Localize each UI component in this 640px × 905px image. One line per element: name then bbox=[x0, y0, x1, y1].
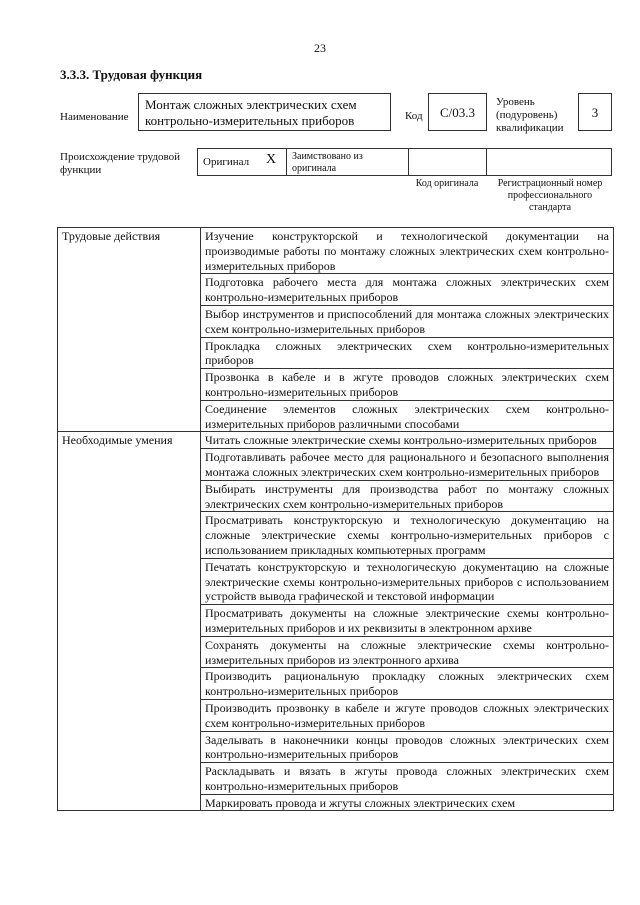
origin-divider-2 bbox=[408, 148, 409, 176]
table-row bbox=[58, 432, 614, 449]
name-value: Монтаж сложных электрических схем контрольно-измерительных приборов bbox=[145, 97, 357, 128]
section-item: Прозвонка в кабеле и в жгуте проводов сложных электрических схем контрольно-измерительных приборов bbox=[201, 369, 614, 401]
origin-box bbox=[197, 148, 612, 176]
section-item: Подготовка рабочего места для монтажа сложных электрических схем контрольно-измерительных приборов bbox=[201, 274, 614, 306]
name-box bbox=[138, 93, 391, 131]
origin-divider-3 bbox=[486, 148, 487, 176]
section-item: Выбирать инструменты для производства работ по монтажу сложных электрических схем контрольно-измерительных приборов bbox=[201, 480, 614, 512]
page-bottom-margin bbox=[0, 872, 640, 905]
section-item: Печатать конструкторскую и технологическую документацию на сложные электрические схемы контрольно-измерительных приборов с использованием устройств вывода графической и текстовой информации bbox=[201, 558, 614, 604]
section-item: Раскладывать и вязать в жгуты провода сложных электрических схем контрольно-измерительных приборов bbox=[201, 763, 614, 795]
origin-divider-1 bbox=[286, 148, 287, 176]
section-item: Маркировать провода и жгуты сложных электрических схем bbox=[201, 794, 614, 811]
code-original-label: Код оригинала bbox=[415, 178, 479, 189]
section-item: Просматривать документы на сложные электрические схемы контрольно-измерительных приборов и их реквизиты в электронном архиве bbox=[201, 605, 614, 637]
section-item: Выбор инструментов и приспособлений для монтажа сложных электрических схем контрольно-измерительных приборов bbox=[201, 305, 614, 337]
code-value: C/03.3 bbox=[439, 105, 476, 120]
code-box bbox=[428, 93, 487, 131]
code-label: Код bbox=[405, 110, 423, 122]
level-label: Уровень (подуровень) квалификации bbox=[496, 96, 564, 134]
section-item: Производить прозвонку в кабеле и жгуте проводов сложных электрических схем контрольно-измерительных приборов bbox=[201, 699, 614, 731]
origin-label: Происхождение трудовой функции bbox=[60, 151, 181, 176]
section-item: Заделывать в наконечники концы проводов сложных электрических схем контрольно-измерительных приборов bbox=[201, 731, 614, 763]
section-item: Производить рациональную прокладку сложных электрических схем контрольно-измерительных приборов bbox=[201, 668, 614, 700]
section-item: Сохранять документы на сложные электрические схемы контрольно-измерительных приборов из электронного архива bbox=[201, 636, 614, 668]
section-title: 3.3.3. Трудовая функция bbox=[60, 67, 203, 82]
page-number: 23 bbox=[314, 41, 326, 55]
section-item: Соединение элементов сложных электрических схем контрольно-измерительных приборов различными способами bbox=[201, 400, 614, 432]
borrowed-label: Заимствовано из оригинала bbox=[292, 151, 363, 174]
level-value: 3 bbox=[591, 105, 599, 120]
reg-number-label: Регистрационный номер профессионального стандарта bbox=[497, 178, 603, 213]
section-item: Прокладка сложных электрических схем контрольно-измерительных приборов bbox=[201, 337, 614, 369]
section-item: Просматривать конструкторскую и технологическую документацию на сложные электрические схемы контрольно-измерительных приборов с использованием прикладных компьютерных программ bbox=[201, 512, 614, 558]
section-item: Читать сложные электрические схемы контрольно-измерительных приборов bbox=[201, 432, 614, 449]
original-mark: X bbox=[266, 152, 277, 167]
original-label: Оригинал bbox=[203, 156, 250, 168]
level-box bbox=[578, 93, 612, 131]
function-table bbox=[57, 227, 614, 811]
table-row bbox=[58, 228, 614, 274]
section-category: Трудовые действия bbox=[58, 228, 201, 432]
section-category: Необходимые умения bbox=[58, 432, 201, 811]
section-item: Подготавливать рабочее место для рационального и безопасного выполнения монтажа сложных электрических схем контрольно-измерительных приборов bbox=[201, 449, 614, 481]
name-label: Наименование bbox=[60, 111, 129, 123]
section-item: Изучение конструкторской и технологической документации на производимые работы по монтажу сложных электрических схем контрольно-измерительных приборов bbox=[201, 228, 614, 274]
